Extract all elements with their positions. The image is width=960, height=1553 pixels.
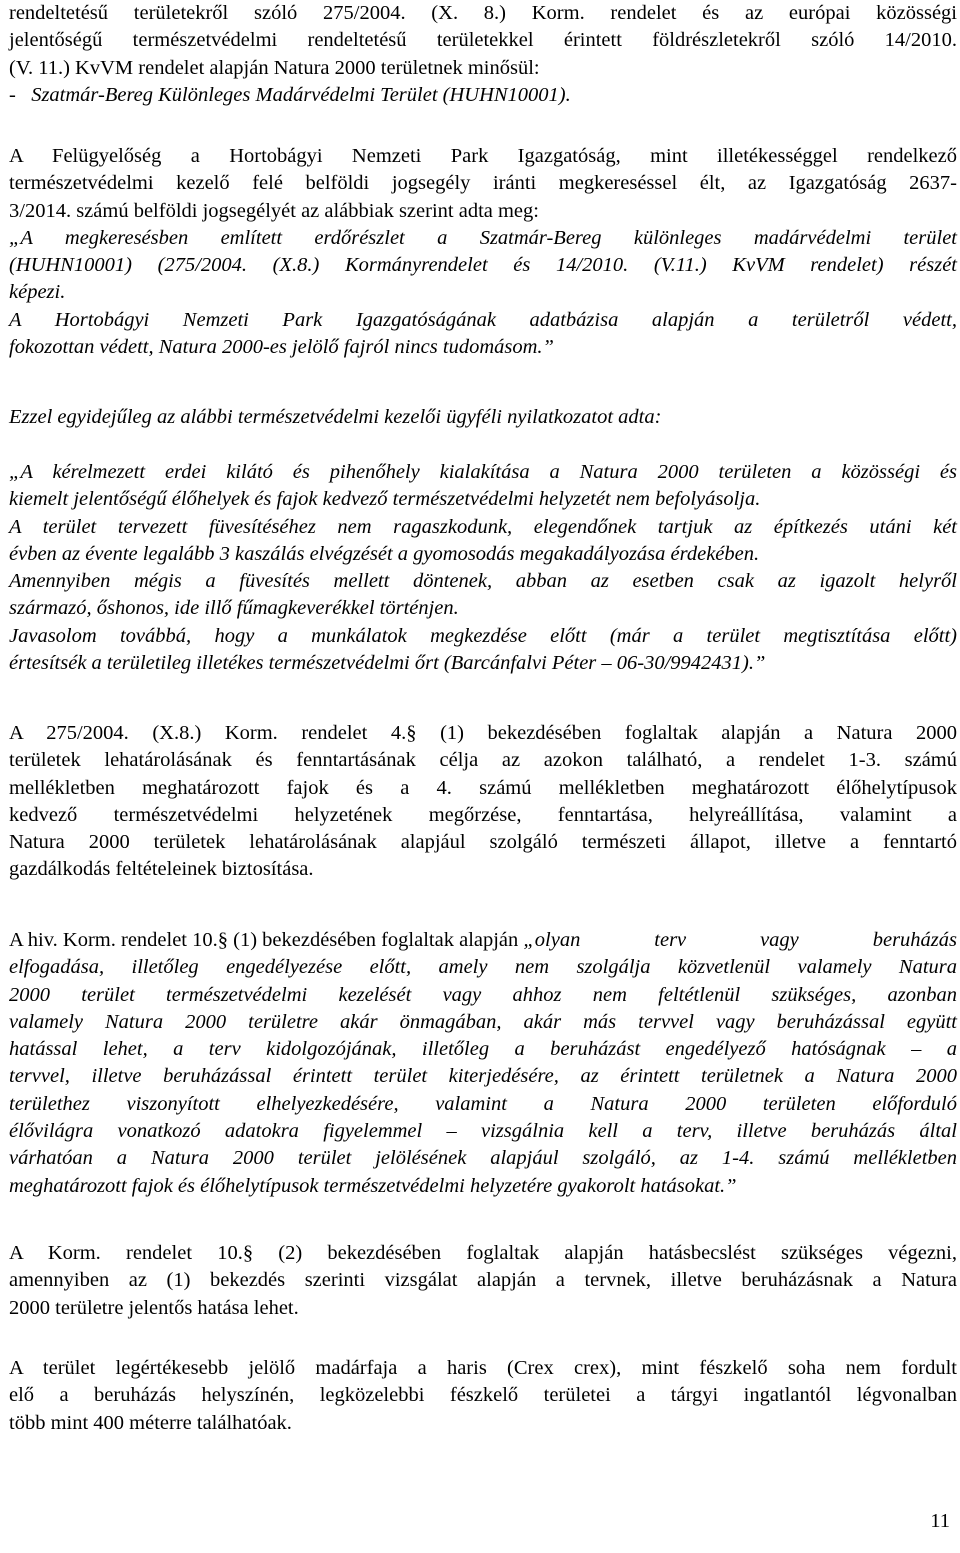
text-line: amennyiben az (1) bekezdés szerinti vizsgálat alapján a tervnek, illetve beruházásnak a Natura [9,1269,957,1292]
text-line: elő a beruházás helyszínén, legközelebbi fészkelő területei a tárgyi ingatlantól légvonalban [9,1384,957,1407]
quote-line: elfogadása, illetőleg engedélyezése előtt, amely nem szolgálja közvetlenül valamely Natura [9,956,957,979]
corncrake-paragraph [9,1355,957,1437]
quote-line: értesítsék a területileg illetékes természetvédelmi őrt (Barcánfalvi Péter – 06-30/9942431).” [9,652,766,675]
quote-line: származó, őshonos, ide illő fűmagkeverékkel történjen. [9,597,459,620]
quote-line: valamely Natura 2000 területre akár önmagában, akár más tervvel vagy beruházással együtt [9,1010,957,1033]
quote-line: képezi. [9,281,66,304]
quote-line: területhez viszonyított elhelyezkedésére, valamint a Natura 2000 területen előforduló [9,1092,957,1115]
quote-span: „olyan terv vagy beruházás [523,929,957,951]
text-line: 2000 területre jelentős hatása lehet. [9,1296,299,1319]
quote-line: Amennyiben mégis a füvesítés mellett döntenek, abban az esetben csak az igazolt helyről [9,570,957,593]
text-line: 3/2014. számú belföldi jogsegélyét az alábbiak szerint adta meg: [9,199,539,222]
regulation-10-2-paragraph [9,1240,957,1322]
quote-line: „A megkeresésben említett erdőrészlet a Szatmár-Bereg különleges madárvédelmi terület [9,226,957,249]
quote-line: élővilágra vonatkozó adatokra figyelemmel – vizsgálnia kell a terv, illetve beruházás által [9,1120,957,1143]
text-line: rendeltetésű területekről szóló 275/2004. (X. 8.) Korm. rendelet és az európai közösségi [9,2,957,24]
regulation-10-1-paragraph [9,927,957,1200]
text-span: A hiv. Korm. rendelet 10.§ (1) bekezdésében foglaltak alapján [9,929,524,951]
statement-intro [9,404,957,431]
text-line: természetvédelmi kezelő felé belföldi jogsegély iránti megkereséssel élt, az Igazgatóság 2637- [9,172,957,195]
quote-line: évben az évente legalább 3 kaszálás elvégzését a gyomosodás megakadályozása érdekében. [9,542,760,565]
intro-paragraph [9,0,957,109]
text-line: Ezzel egyidejűleg az alábbi természetvédelmi kezelői ügyféli nyilatkozatot adta: [9,406,662,428]
quote-line: várhatóan a Natura 2000 terület jelölésének alapjául szolgáló, az 1-4. számú mellékletben [9,1147,957,1170]
legal-aid-paragraph [9,143,957,361]
quote-line: (HUHN10001) (275/2004. (X.8.) Kormányrendelet és 14/2010. (V.11.) KvVM rendelet) részét [9,254,957,277]
quote-line: kiemelt jelentőségű élőhelyek és fajok kedvező természetvédelmi helyzetét nem befolyásolja. [9,488,761,511]
natura-site-item: - Szatmár-Bereg Különleges Madárvédelmi Terület (HUHN10001). [9,83,571,106]
text-line: Natura 2000 területek lehatárolásának alapjául szolgáló természeti állapot, illetve a fenntartó [9,831,957,854]
quote-line: meghatározott fajok és élőhelytípusok természetvédelmi helyzetére gyakorolt hatásokat.” [9,1174,737,1197]
text-line: kedvező természetvédelmi helyzetének megőrzése, fenntartása, helyreállítása, valamint a [9,803,957,826]
text-line: jelentőségű természetvédelmi rendeltetésű területekkel érintett földrészletekről szóló 14/2010. [9,29,957,52]
quote-line: 2000 terület természetvédelmi kezelését vagy ahhoz nem feltétlenül szükséges, azonban [9,983,957,1006]
quote-line: tervvel, illetve beruházással érintett terület kiterjedésére, az érintett területnek a Natura 2000 [9,1065,957,1088]
text-line [9,927,957,954]
quote-line: fokozottan védett, Natura 2000-es jelölő fajról nincs tudomásom.” [9,336,554,359]
quote-line: hatással lehet, a terv kidolgozójának, illetőleg a beruházást engedélyező hatóságnak – a [9,1038,957,1061]
quote-line: Javasolom továbbá, hogy a munkálatok megkezdése előtt (már a terület megtisztítása előtt) [9,624,957,647]
text-line: A Felügyelőség a Hortobágyi Nemzeti Park Igazgatóság, mint illetékességgel rendelkező [9,145,957,167]
text-line: gazdálkodás feltételeinek biztosítása. [9,858,314,881]
quote-line: A terület tervezett füvesítéséhez nem ragaszkodunk, elegendőnek tartjuk az építkezés utáni két [9,515,957,538]
quote-line: „A kérelmezett erdei kilátó és pihenőhely kialakítása a Natura 2000 területen a közösségi és [9,461,957,483]
page-number: 11 [930,1510,950,1532]
text-line: (V. 11.) KvVM rendelet alapján Natura 2000 területnek minősül: [9,56,540,79]
quote-line: A Hortobágyi Nemzeti Park Igazgatóságának adatbázisa alapján a területről védett, [9,308,957,331]
manager-statement-quote [9,459,957,677]
regulation-4-paragraph [9,720,957,884]
text-line: több mint 400 méterre találhatóak. [9,1411,292,1434]
text-line: A terület legértékesebb jelölő madárfaja a haris (Crex crex), mint fészkelő soha nem fordult [9,1357,957,1379]
text-line: mellékletben meghatározott fajok és a 4. számú mellékletben meghatározott élőhelytípusok [9,776,957,799]
text-line: A 275/2004. (X.8.) Korm. rendelet 4.§ (1) bekezdésében foglaltak alapján a Natura 2000 [9,722,957,744]
text-line: A Korm. rendelet 10.§ (2) bekezdésében foglaltak alapján hatásbecslést szükséges végezni, [9,1242,957,1264]
text-line: területek lehatárolásának és fenntartásának célja az azokon található, a rendelet 1-3. számú [9,749,957,772]
